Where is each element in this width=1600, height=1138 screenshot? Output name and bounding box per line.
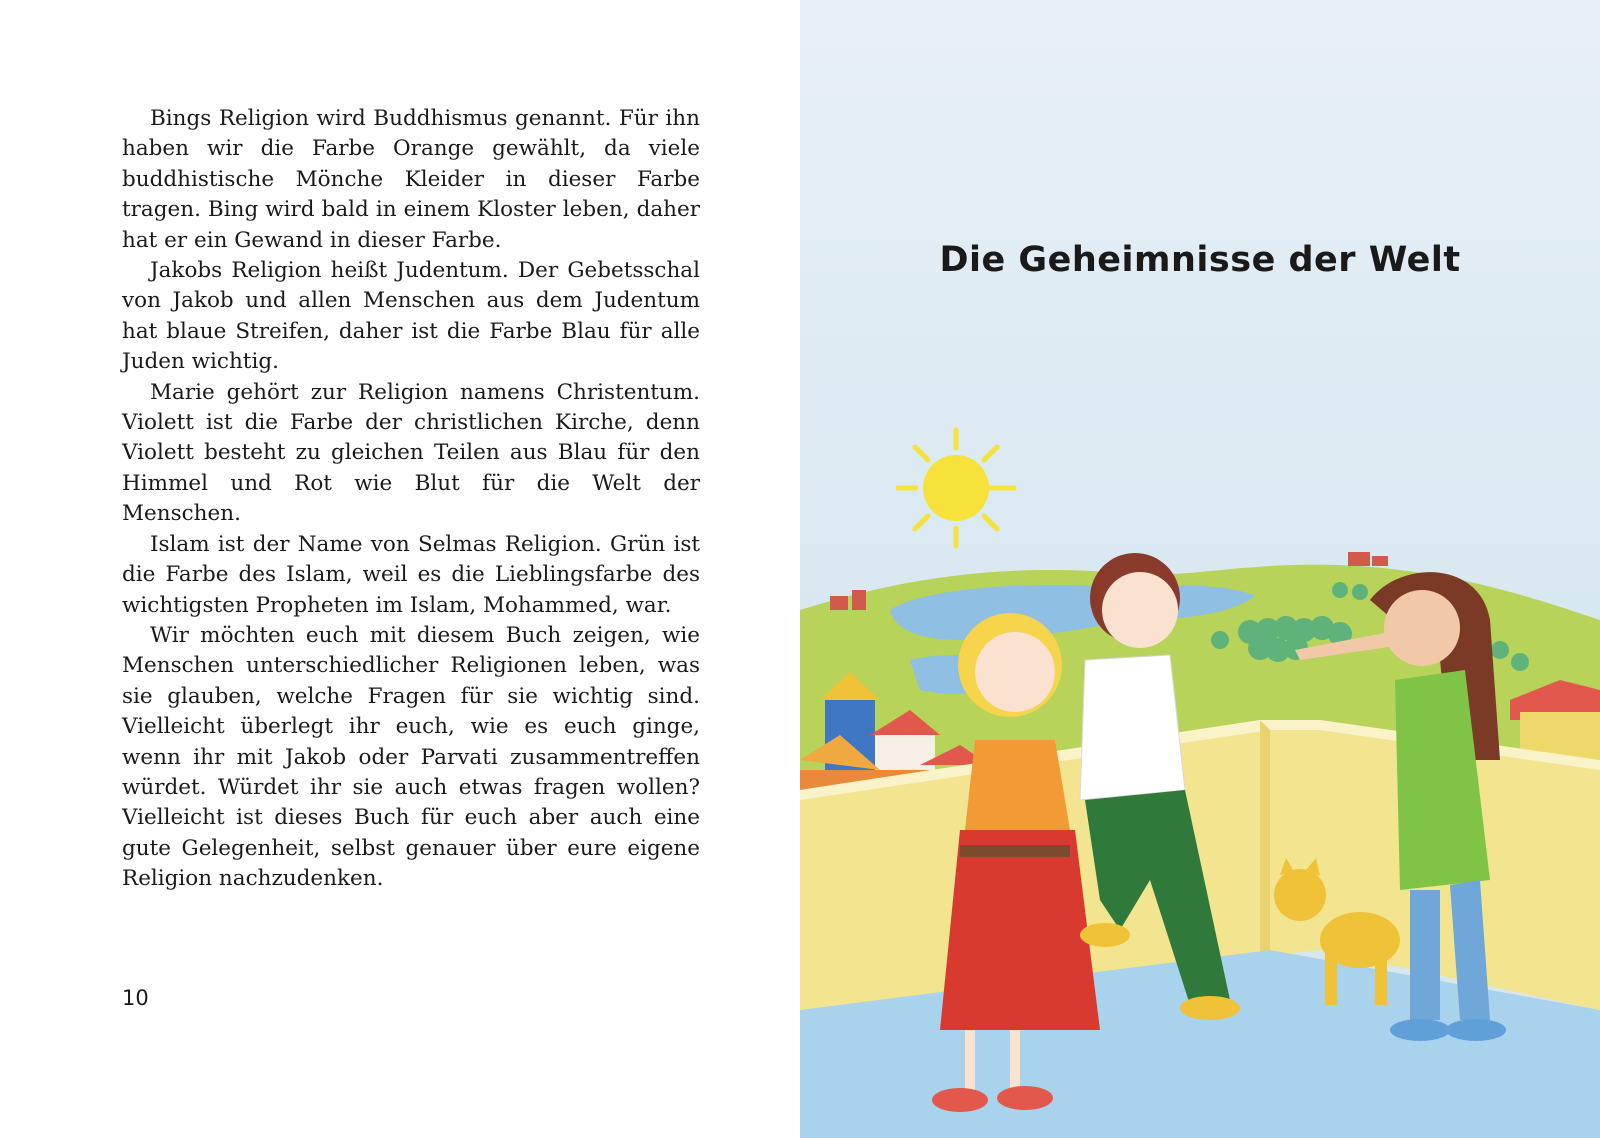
- right-page: [800, 0, 1600, 1138]
- page-number: 10: [122, 986, 149, 1010]
- paragraph-2: Jakobs Religion heißt Judentum. Der Gebetsschal von Jakob und allen Menschen aus dem Judentum hat blaue Streifen, daher ist die Farbe Blau für alle Juden wichtig.: [122, 258, 700, 375]
- body-text: [122, 104, 700, 895]
- paragraph-1: Bings Religion wird Buddhismus genannt. Für ihn haben wir die Farbe Orange gewählt, da viele buddhistische Mönche Kleider in dieser Farbe tragen. Bing wird bald in einem Kloster leben, daher hat er ein Gewand in dieser Farbe.: [122, 106, 700, 253]
- chapter-title: Die Geheimnisse der Welt: [939, 240, 1461, 280]
- illustration: [800, 0, 1600, 1138]
- paragraph-5: Wir möchten euch mit diesem Buch zeigen, wie Menschen unterschiedlicher Religionen leben, was sie glauben, welche Fragen für sie wichtig sind. Vielleicht überlegt ihr euch, wie es euch ginge, wenn ihr mit Jakob oder Parvati zusammentreffen würdet. Würdet ihr sie auch etwas fragen wollen? Vielleicht ist dieses Buch für euch aber auch eine gute Gelegenheit, selbst genauer über eure eigene Religion nachzudenken.: [122, 622, 700, 892]
- paragraph-4: Islam ist der Name von Selmas Religion. Grün ist die Farbe des Islam, weil es die Lieblingsfarbe des wichtigsten Propheten im Islam, Mohammed, war.: [122, 531, 700, 618]
- sun-icon: [898, 430, 1014, 546]
- paragraph-3: Marie gehört zur Religion namens Christentum. Violett ist die Farbe der christlichen Kirche, denn Violett besteht zu gleichen Teilen aus Blau für den Himmel und Rot wie Blut für die Welt der Menschen.: [122, 379, 700, 527]
